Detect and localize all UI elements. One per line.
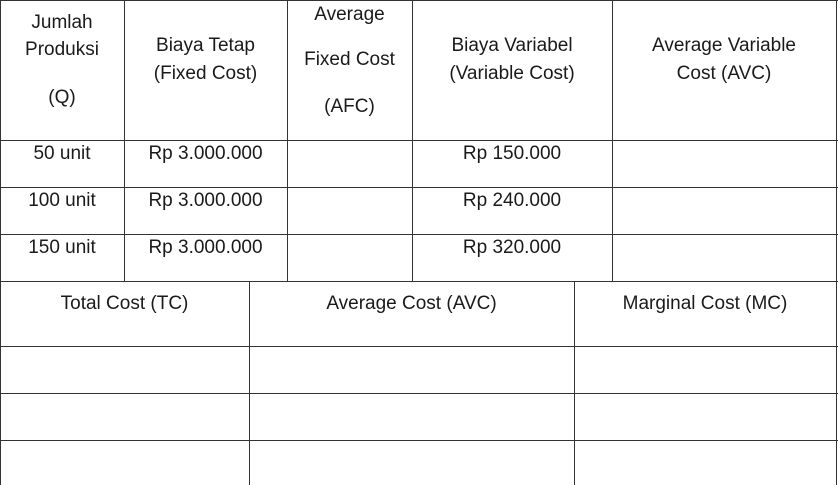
table1-top-border	[0, 0, 838, 1]
table1-right-border	[836, 0, 837, 282]
row1-vc: Rp 150.000	[462, 143, 562, 164]
table2-header-bottom	[0, 346, 838, 347]
table2-row2-bottom	[0, 440, 838, 441]
header-vc-line1: Biaya Variabel	[451, 35, 573, 56]
row3-fc: Rp 3.000.000	[148, 237, 263, 258]
table2-right-border	[836, 281, 837, 485]
header-fc-line2: (Fixed Cost)	[153, 63, 258, 84]
row3-q: 150 unit	[28, 237, 96, 258]
header-afc-line1: Average	[314, 4, 385, 25]
table1-col2-divider	[287, 0, 288, 282]
header-afc-line3: (AFC)	[324, 96, 375, 117]
header-q-line3: (Q)	[48, 87, 76, 108]
header-afc-line2: Fixed Cost	[304, 49, 395, 70]
header-q-line1: Jumlah	[31, 12, 93, 33]
table2-row1-bottom	[0, 393, 838, 394]
row1-q: 50 unit	[33, 143, 91, 164]
table1-row2-bottom	[0, 234, 838, 235]
header-fc-line1: Biaya Tetap	[156, 35, 255, 56]
header-avc-line2: Cost (AVC)	[676, 63, 772, 84]
header-ac: Average Cost (AVC)	[326, 293, 497, 314]
header-vc-line2: (Variable Cost)	[449, 63, 575, 84]
row2-fc: Rp 3.000.000	[148, 190, 263, 211]
header-avc-line1: Average Variable	[651, 35, 796, 56]
table1-bottom-border	[0, 281, 838, 282]
table1-row1-bottom	[0, 187, 838, 188]
row3-vc: Rp 320.000	[462, 237, 562, 258]
row2-q: 100 unit	[28, 190, 96, 211]
header-q-line2: Produksi	[25, 39, 99, 60]
header-mc: Marginal Cost (MC)	[622, 293, 788, 314]
header-tc: Total Cost (TC)	[60, 293, 189, 314]
row2-vc: Rp 240.000	[462, 190, 562, 211]
row1-fc: Rp 3.000.000	[148, 143, 263, 164]
table1-header-bottom	[0, 140, 838, 141]
